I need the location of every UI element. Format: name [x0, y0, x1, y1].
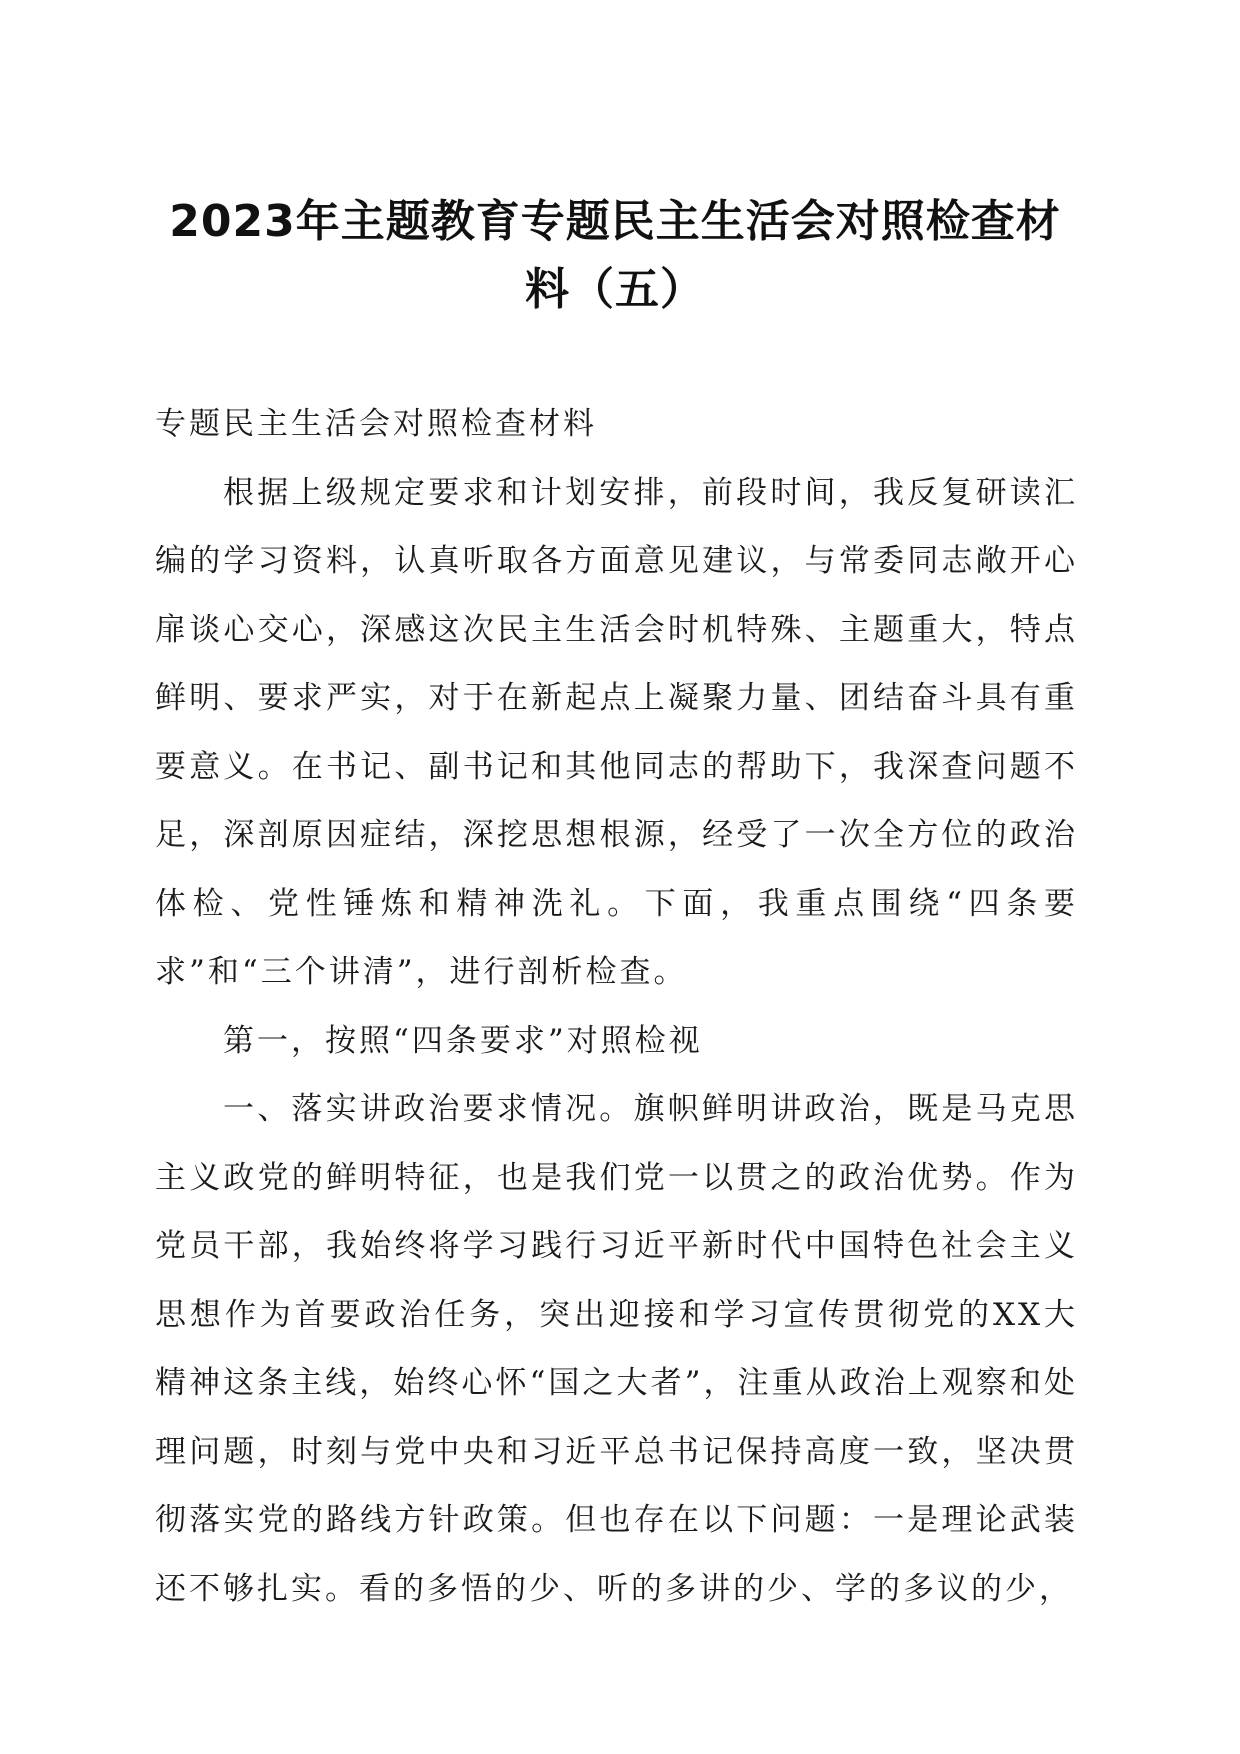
document-title: 2023年主题教育专题民主生活会对照检查材料（五）: [169, 196, 1061, 315]
document-body: [155, 390, 1078, 1623]
section-heading: 第一，按照“四条要求”对照检视: [223, 1022, 703, 1059]
intro-paragraph: 根据上级规定要求和计划安排，前段时间，我反复研读汇编的学习资料，认真听取各方面意见建议，与常委同志敞开心扉谈心交心，深感这次民主生活会时机特殊、主题重大，特点鲜明、要求严实，对于在新起点上凝聚力量、团结奋斗具有重要意义。在书记、副书记和其他同志的帮助下，我深查问题不足，深剖原因症结，深挖思想根源，经受了一次全方位的政治体检、党性锤炼和精神洗礼。下面，我重点围绕“四条要求”和“三个讲清”，进行剖析检查。: [155, 474, 1078, 990]
section-paragraph: 一、落实讲政治要求情况。旗帜鲜明讲政治，既是马克思主义政党的鲜明特征，也是我们党一以贯之的政治优势。作为党员干部，我始终将学习践行习近平新时代中国特色社会主义思想作为首要政治任务，突出迎接和学习宣传贯彻党的XX大精神这条主线，始终心怀“国之大者”，注重从政治上观察和处理问题，时刻与党中央和习近平总书记保持高度一致，坚决贯彻落实党的路线方针政策。但也存在以下问题：一是理论武装还不够扎实。看的多悟的少、听的多讲的少、学的多议的少，: [155, 1091, 1078, 1607]
subtitle-paragraph: 专题民主生活会对照检查材料: [155, 406, 597, 442]
